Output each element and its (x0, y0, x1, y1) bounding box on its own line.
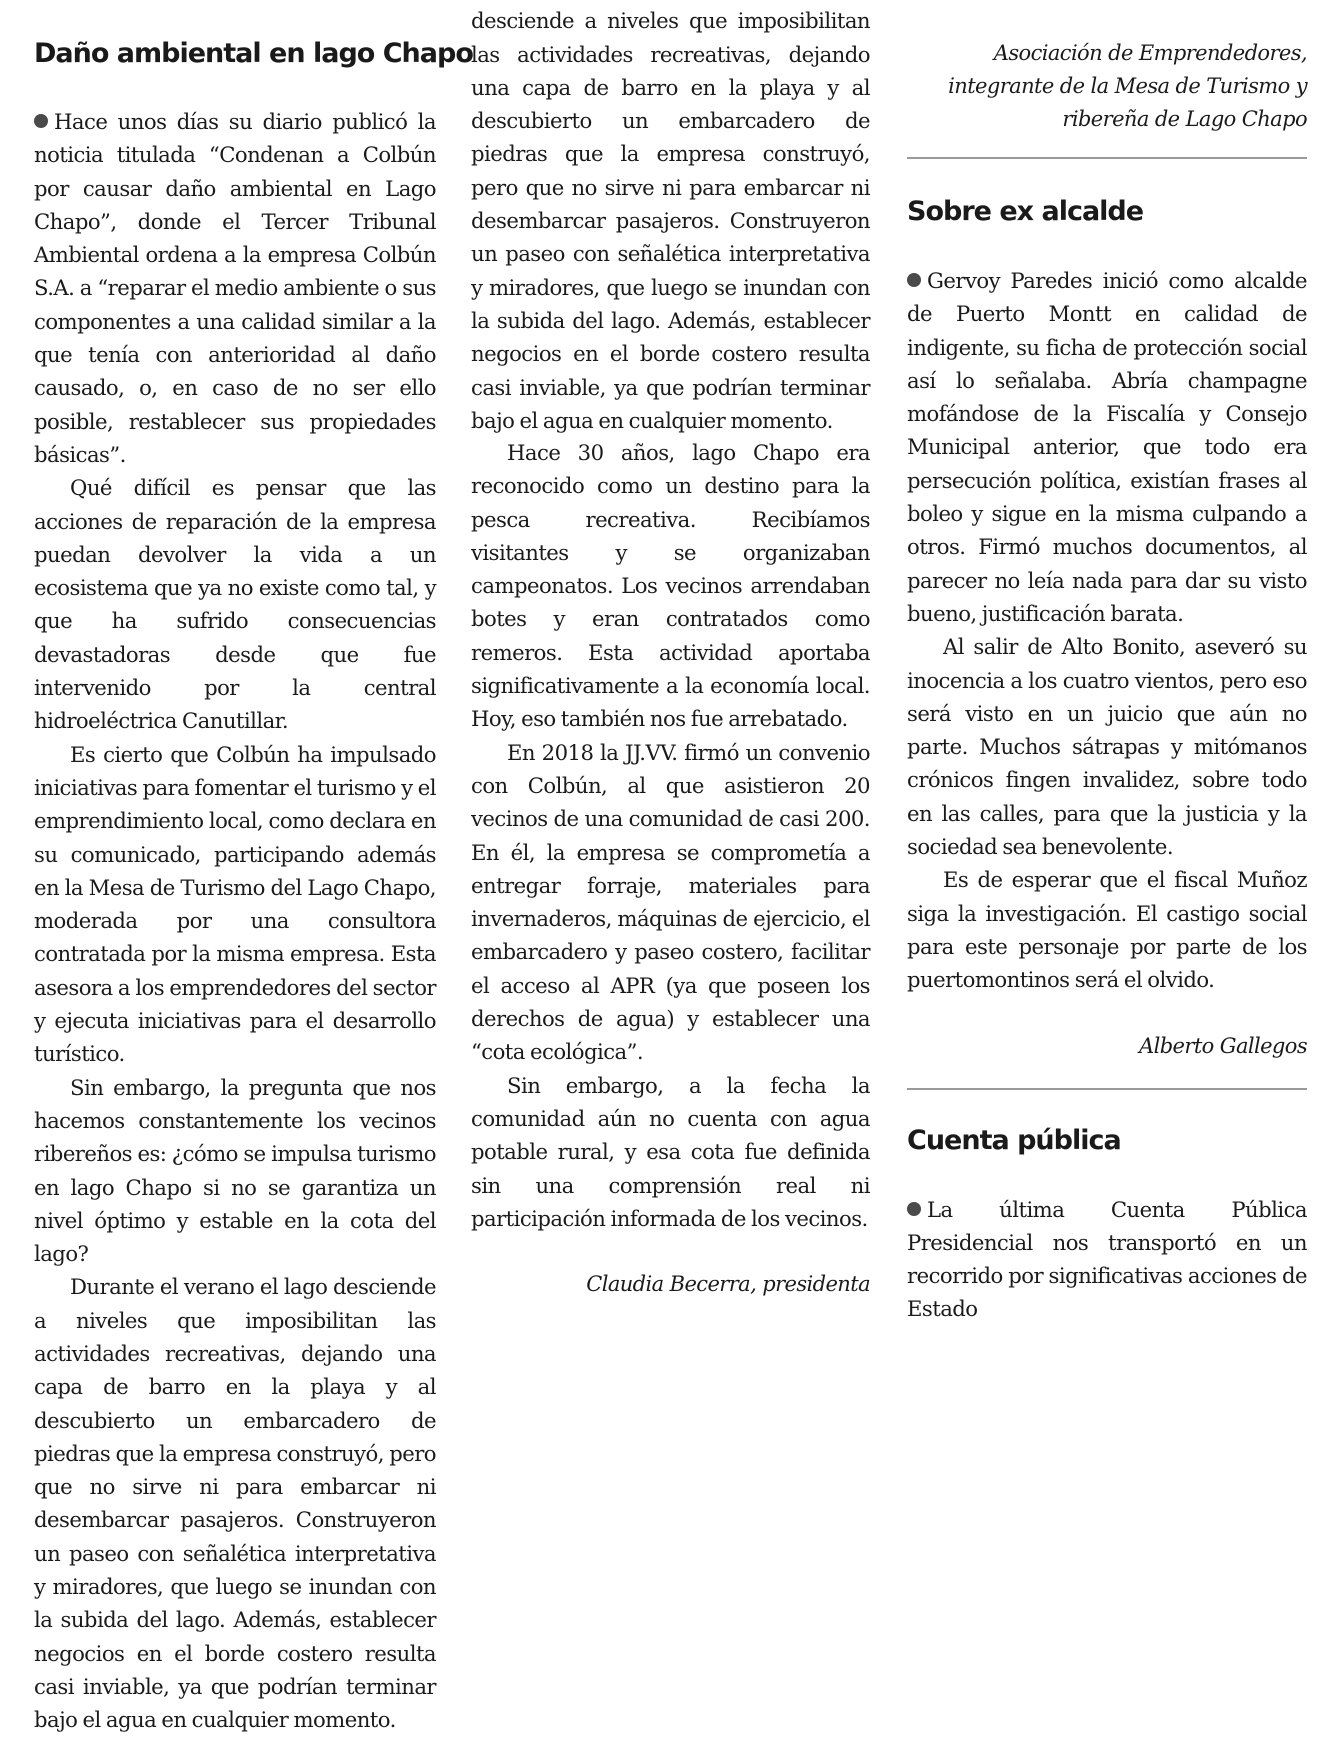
letter2-headline: Sobre ex alcalde (907, 196, 1144, 227)
bullet-icon (34, 114, 48, 128)
column-3 (907, 0, 1307, 1326)
letter1-paragraph: Sin embargo, la pregunta que nos hacemos constantemente los vecinos ribereños es: ¿cómo se impulsa turismo en lago Chapo si no se garantiza un nivel óptimo y estable en la cota del lago? (34, 1074, 436, 1267)
letter1-signature-org: Asociación de Emprendedores, integrante de la Mesa de Turismo y ribereña de Lago Chapo (948, 41, 1307, 131)
letter1-intro-text: Hace unos días su diario publicó la noticia titulada “Condenan a Colbún por causar daño ambiental en Lago Chapo”, donde el Tercer Tribunal Ambiental ordena a la empresa Colbún S.A. a “reparar el medio ambiente o sus componentes a una calidad similar a la que tenía con anterioridad al daño causado, o, en caso de no ser ello posible, restablecer sus propiedades básicas”. (34, 109, 436, 467)
letter2-signature: Alberto Gallegos (1139, 1033, 1307, 1058)
divider (907, 157, 1307, 159)
letter1-paragraph: Sin embargo, a la fecha la comunidad aún no cuenta con agua potable rural, y esa cota fue definida sin una comprensión real ni participación informada de los vecinos. (471, 1072, 870, 1231)
letter1-paragraph: En 2018 la JJ.VV. firmó un convenio con Colbún, al que asistieron 20 vecinos de una comunidad de casi 200. En él, la empresa se comprometía a entregar forraje, materiales para invernaderos, máquinas de ejercicio, el embarcadero y paseo costero, facilitar el acceso al APR (ya que poseen los derechos de agua) y establecer una “cota ecológica”. (471, 739, 870, 1065)
letter1-paragraph: Es cierto que Colbún ha impulsado iniciativas para fomentar el turismo y el emprendimiento local, como declara en su comunicado, participando además en la Mesa de Turismo del Lago Chapo, moderada por una consultora contratada por la misma empresa. Esta asesora a los emprendedores del sector y ejecuta iniciativas para el desarrollo turístico. (34, 741, 436, 1067)
letter2-paragraph: Es de esperar que el fiscal Muñoz siga la investigación. El castigo social para este personaje por parte de los puertomontinos será el olvido. (907, 867, 1307, 993)
letter3-headline: Cuenta pública (907, 1124, 1121, 1156)
letter1-continuation (471, 8, 870, 436)
letter1-paragraph: Durante el verano el lago desciende a niveles que imposibilitan las actividades recreativas, dejando una capa de barro en la playa y al descubierto un embarcadero de piedras que la empresa construyó, pero que no sirve ni para embarcar ni desembarcar pasajeros. Construyeron un paseo con señalética interpretativa y miradores, que luego se inundan con la subida del lago. Además, establecer negocios en el borde costero resulta casi inviable, ya que podrían terminar bajo el agua en cualquier momento. (34, 1274, 436, 1733)
divider (907, 1088, 1307, 1090)
letter3-intro-text: La última Cuenta Pública Presidencial nos transportó en un recorrido por significativas acciones de Estado (907, 1196, 1307, 1322)
letter1-paragraph: Qué difícil es pensar que las acciones de reparación de la empresa puedan devolver la vida a un ecosistema que ya no existe como tal, y que ha sufrido consecuencias devastadoras desde que fue intervenido por la central hidroeléctrica Canutillar. (34, 475, 436, 734)
column-2 (471, 0, 870, 1301)
letter2-paragraph: Al salir de Alto Bonito, aseveró su inocencia a los cuatro vientos, pero eso será visto en un juicio que aún no parte. Muchos sátrapas y mitómanos crónicos fingen invalidez, sobre todo en las calles, para que la justicia y la sociedad sea benevolente. (907, 634, 1307, 860)
bullet-icon (907, 1202, 921, 1216)
letter1-intro (34, 105, 436, 471)
letter3-intro (907, 1193, 1307, 1326)
letter2-intro (907, 264, 1307, 630)
letter1-paragraph: Hace 30 años, lago Chapo era reconocido como un destino para la pesca recreativa. Recibíamos visitantes y se organizaban campeonatos. Los vecinos arrendaban botes y eran contratados como remeros. Esta actividad aportaba significativamente a la economía local. Hoy, eso también nos fue arrebatado. (471, 440, 870, 732)
letter2-intro-text: Gervoy Paredes inició como alcalde de Puerto Montt en calidad de indigente, su ficha de protección social así lo señalaba. Abría champagne mofándose de la Fiscalía y Consejo Municipal anterior, que todo era persecución política, existían frases al boleo y sigue en la misma culpando a otros. Firmó muchos documentos, al parecer no leía nada para dar su visto bueno, justificación barata. (907, 268, 1307, 626)
letter1-headline: Daño ambiental en lago Chapo (34, 38, 473, 69)
letter1-paragraph-continued: desciende a niveles que imposibilitan las actividades recreativas, dejando una capa de barro en la playa y al descubierto un embarcadero de piedras que la empresa construyó, pero que no sirve ni para embarcar ni desembarcar pasajeros. Construyeron un paseo con señalética interpretativa y miradores, que luego se inundan con la subida del lago. Además, establecer negocios en el borde costero resulta casi inviable, ya que podrían terminar bajo el agua en cualquier momento. (471, 8, 870, 433)
letter1-signature-name: Claudia Becerra, presidenta (586, 1272, 870, 1297)
column-1 (34, 0, 473, 1733)
bullet-icon (907, 273, 921, 287)
